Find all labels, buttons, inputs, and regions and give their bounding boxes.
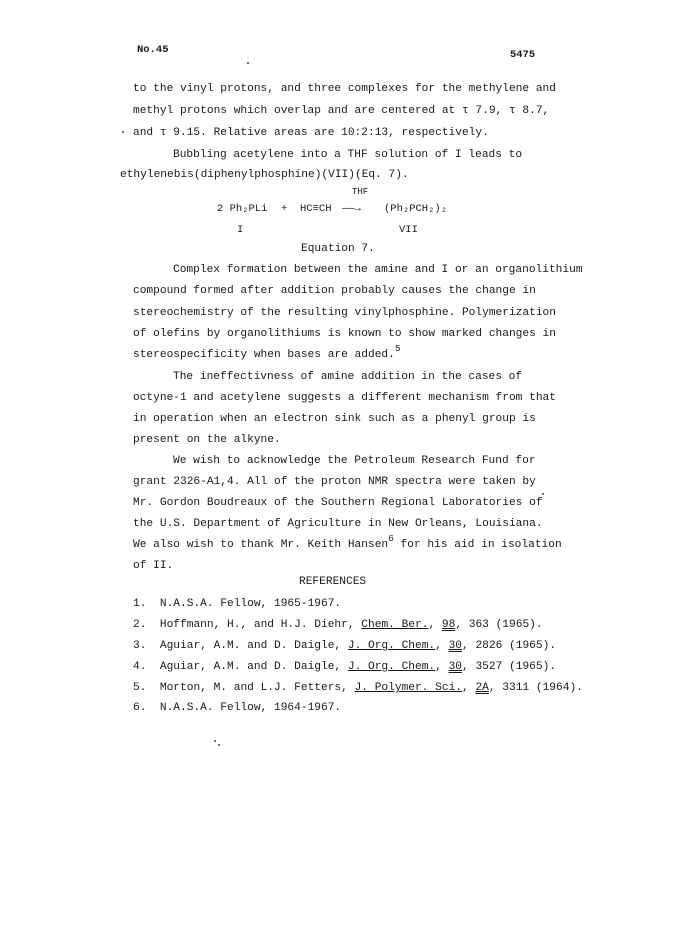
equation-reactant2: HC≡CH [300,203,332,215]
reference-pages: , 2826 (1965). [462,640,557,652]
reference-item [133,661,556,673]
body-line: grant 2326-A1,4. All of the proton NMR spectra were taken by [133,476,536,488]
reference-number: 1. [133,598,147,610]
reference-volume: 30 [448,661,463,673]
body-line: The ineffectivness of amine addition in the cases of [173,371,523,383]
reference-number: 3. [133,640,147,652]
reference-number: 6. [133,702,147,714]
reference-pages: , 3311 (1964). [488,682,583,694]
body-line: We wish to acknowledge the Petroleum Research Fund for [173,455,536,467]
equation-arrow: ——→ [342,203,361,215]
body-line: of olefins by organolithiums is known to show marked changes in [133,328,556,340]
reference-authors: Aguiar, A.M. and D. Daigle, [159,640,348,652]
body-text: We also wish to thank Mr. Keith Hansen [133,539,389,551]
page-number: 5475 [510,49,536,61]
body-line: compound formed after addition probably causes the change in [133,285,536,297]
scan-speck [247,62,249,64]
reference-volume: 2A [475,682,489,694]
reference-sep: , [462,682,476,694]
reference-pages: , 3527 (1965). [462,661,557,673]
reference-journal: J. Org. Chem. [347,640,436,652]
body-line: Complex formation between the amine and I or an organolithium [173,264,583,276]
reference-authors: Hoffmann, H., and H.J. Diehr, [159,619,362,631]
reference-number: 2. [133,619,147,631]
scan-speck [542,493,544,495]
body-line: and τ 9.15. Relative areas are 10:2:13, respectively. [133,127,489,139]
body-line [133,343,401,361]
reference-journal: J. Polymer. Sci. [354,682,462,694]
reference-item [133,702,341,714]
reference-journal: Chem. Ber. [361,619,429,631]
reference-sep: , [435,640,449,652]
reference-text: N.A.S.A. Fellow, 1964-1967. [159,702,342,714]
reference-authors: Aguiar, A.M. and D. Daigle, [159,661,348,673]
reference-authors: Morton, M. and L.J. Fetters, [159,682,355,694]
journal-issue: No.45 [137,44,169,56]
body-line: present on the alkyne. [133,434,281,446]
body-line: stereochemistry of the resulting vinylphosphine. Polymerization [133,307,556,319]
citation-ref: 6 [388,533,394,544]
equation-product: (Ph₂PCH₂)₂ [384,203,448,215]
body-line: the U.S. Department of Agriculture in New Orleans, Louisiana. [133,518,543,530]
body-text: stereospecificity when bases are added. [133,349,395,361]
body-text: for his aid in isolation [400,539,562,551]
reference-pages: , 363 (1965). [455,619,543,631]
body-line [133,533,562,551]
reference-journal: J. Org. Chem. [347,661,436,673]
reference-sep: , [435,661,449,673]
body-line: Bubbling acetylene into a THF solution of I leads to [173,149,523,161]
reference-text: N.A.S.A. Fellow, 1965-1967. [159,598,342,610]
body-line: octyne-1 and acetylene suggests a different mechanism from that [133,392,556,404]
reference-number: 5. [133,682,147,694]
equation-label-reactant: I [237,224,244,236]
scan-speck [218,744,220,746]
body-line: ethylenebis(diphenylphosphine)(VII)(Eq. 7). [120,169,409,181]
equation-caption: Equation 7. [301,243,375,255]
equation-label-product: VII [399,224,418,236]
reference-item [133,682,583,694]
references-title: REFERENCES [299,576,367,588]
body-line: in operation when an electron sink such as a phenyl group is [133,413,536,425]
reference-item [133,640,556,652]
scan-speck [122,131,124,133]
equation-condition: THF [352,187,369,197]
citation-ref: 5 [394,343,401,354]
reference-number: 4. [133,661,147,673]
reference-sep: , [428,619,442,631]
equation-reactant1: 2 Ph₂PLi [217,203,268,215]
reference-volume: 98 [441,619,456,631]
equation-plus: + [281,203,288,215]
scan-speck [214,740,216,742]
reference-volume: 30 [448,640,463,652]
body-line: methyl protons which overlap and are centered at τ 7.9, τ 8.7, [133,105,550,117]
body-line: Mr. Gordon Boudreaux of the Southern Regional Laboratories of [133,497,543,509]
body-line: of II. [133,560,174,572]
body-line: to the vinyl protons, and three complexes for the methylene and [133,83,556,95]
reference-item [133,619,543,631]
reference-item [133,598,341,610]
